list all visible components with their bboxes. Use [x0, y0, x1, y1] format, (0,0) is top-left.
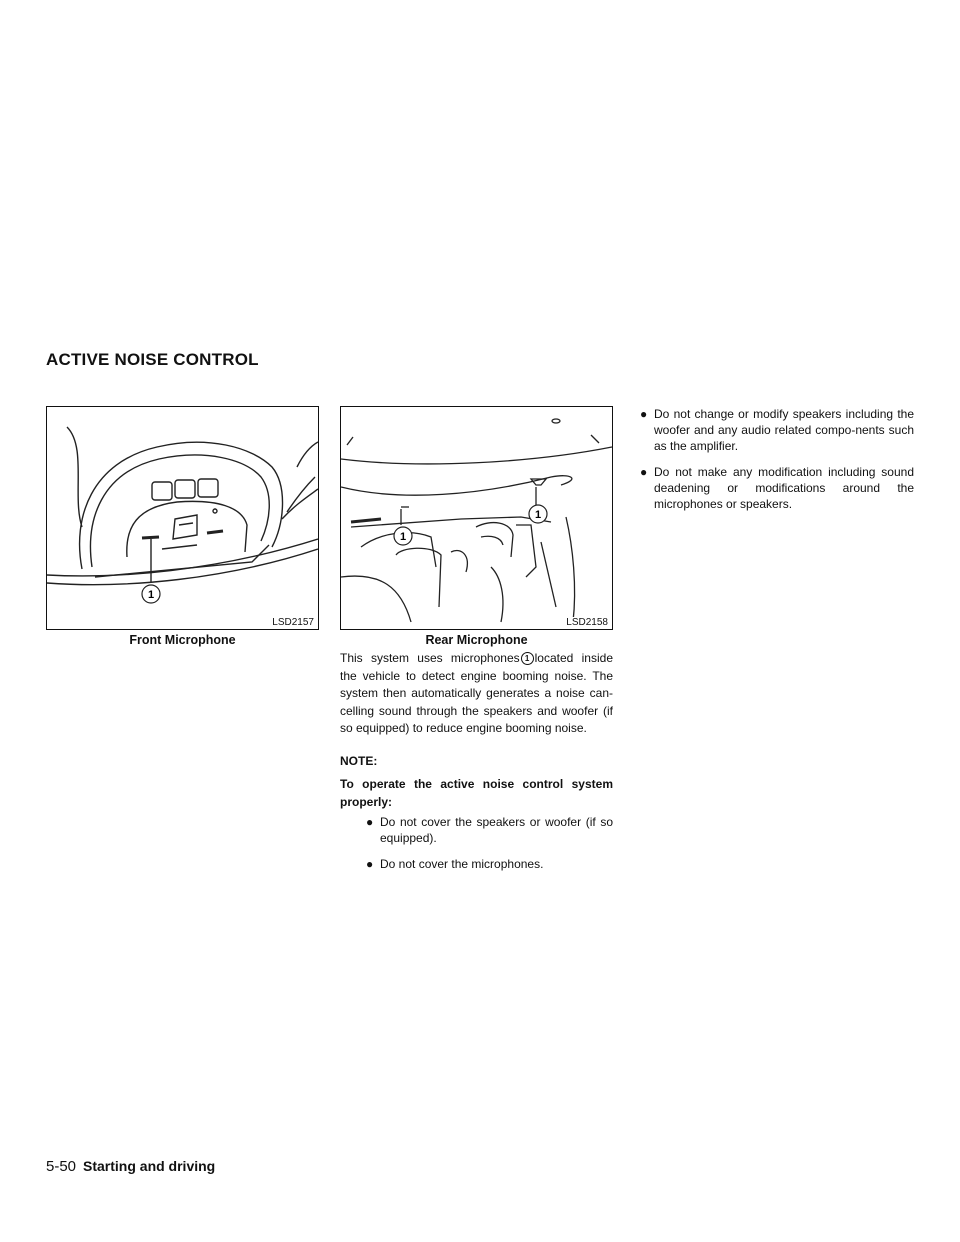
bullet-icon: ●: [640, 465, 648, 479]
inline-callout-icon: 1: [521, 652, 534, 665]
rear-microphone-figure: [340, 406, 613, 630]
front-microphone-illustration: [47, 407, 318, 629]
front-figure-code: LSD2157: [272, 617, 314, 628]
section-title-footer: Starting and driving: [83, 1158, 216, 1174]
bullet-item: ● Do not make any modification including sound deadening or modifications around the microphones or speakers.: [640, 465, 914, 511]
section-heading: ACTIVE NOISE CONTROL: [46, 350, 259, 369]
bullet-icon: ●: [366, 857, 374, 871]
rear-callout-number-left: 1: [399, 531, 407, 543]
bullet-item: ● Do not change or modify speakers including the woofer and any audio related compo-nents such as the amplifier.: [640, 407, 914, 453]
front-microphone-figure: [46, 406, 319, 630]
right-column: [636, 406, 914, 512]
rear-figure-code: LSD2158: [566, 617, 608, 628]
note-label: NOTE:: [340, 753, 378, 768]
intro-paragraph: This system uses microphones 1 located inside the vehicle to detect engine booming noise. The system then automatically generates a noise can-celling sound through the speakers and woofer (if so equipped) to reduce engine booming noise.: [340, 651, 613, 735]
rear-callout-number-right: 1: [534, 509, 542, 521]
page-number: 5-50: [46, 1158, 77, 1175]
bullet-icon: ●: [366, 815, 374, 829]
rear-figure-caption: Rear Microphone: [425, 633, 528, 647]
front-figure-caption: Front Microphone: [129, 633, 236, 647]
rear-microphone-illustration: [341, 407, 612, 629]
note-intro: To operate the active noise control system properly:: [340, 777, 613, 809]
middle-column: [340, 650, 613, 872]
bullet-icon: ●: [640, 407, 648, 421]
bullet-item: ● Do not cover the microphones.: [366, 857, 544, 871]
front-callout-number: 1: [147, 589, 155, 601]
bullet-item: ● Do not cover the speakers or woofer (if so equipped).: [366, 815, 613, 845]
